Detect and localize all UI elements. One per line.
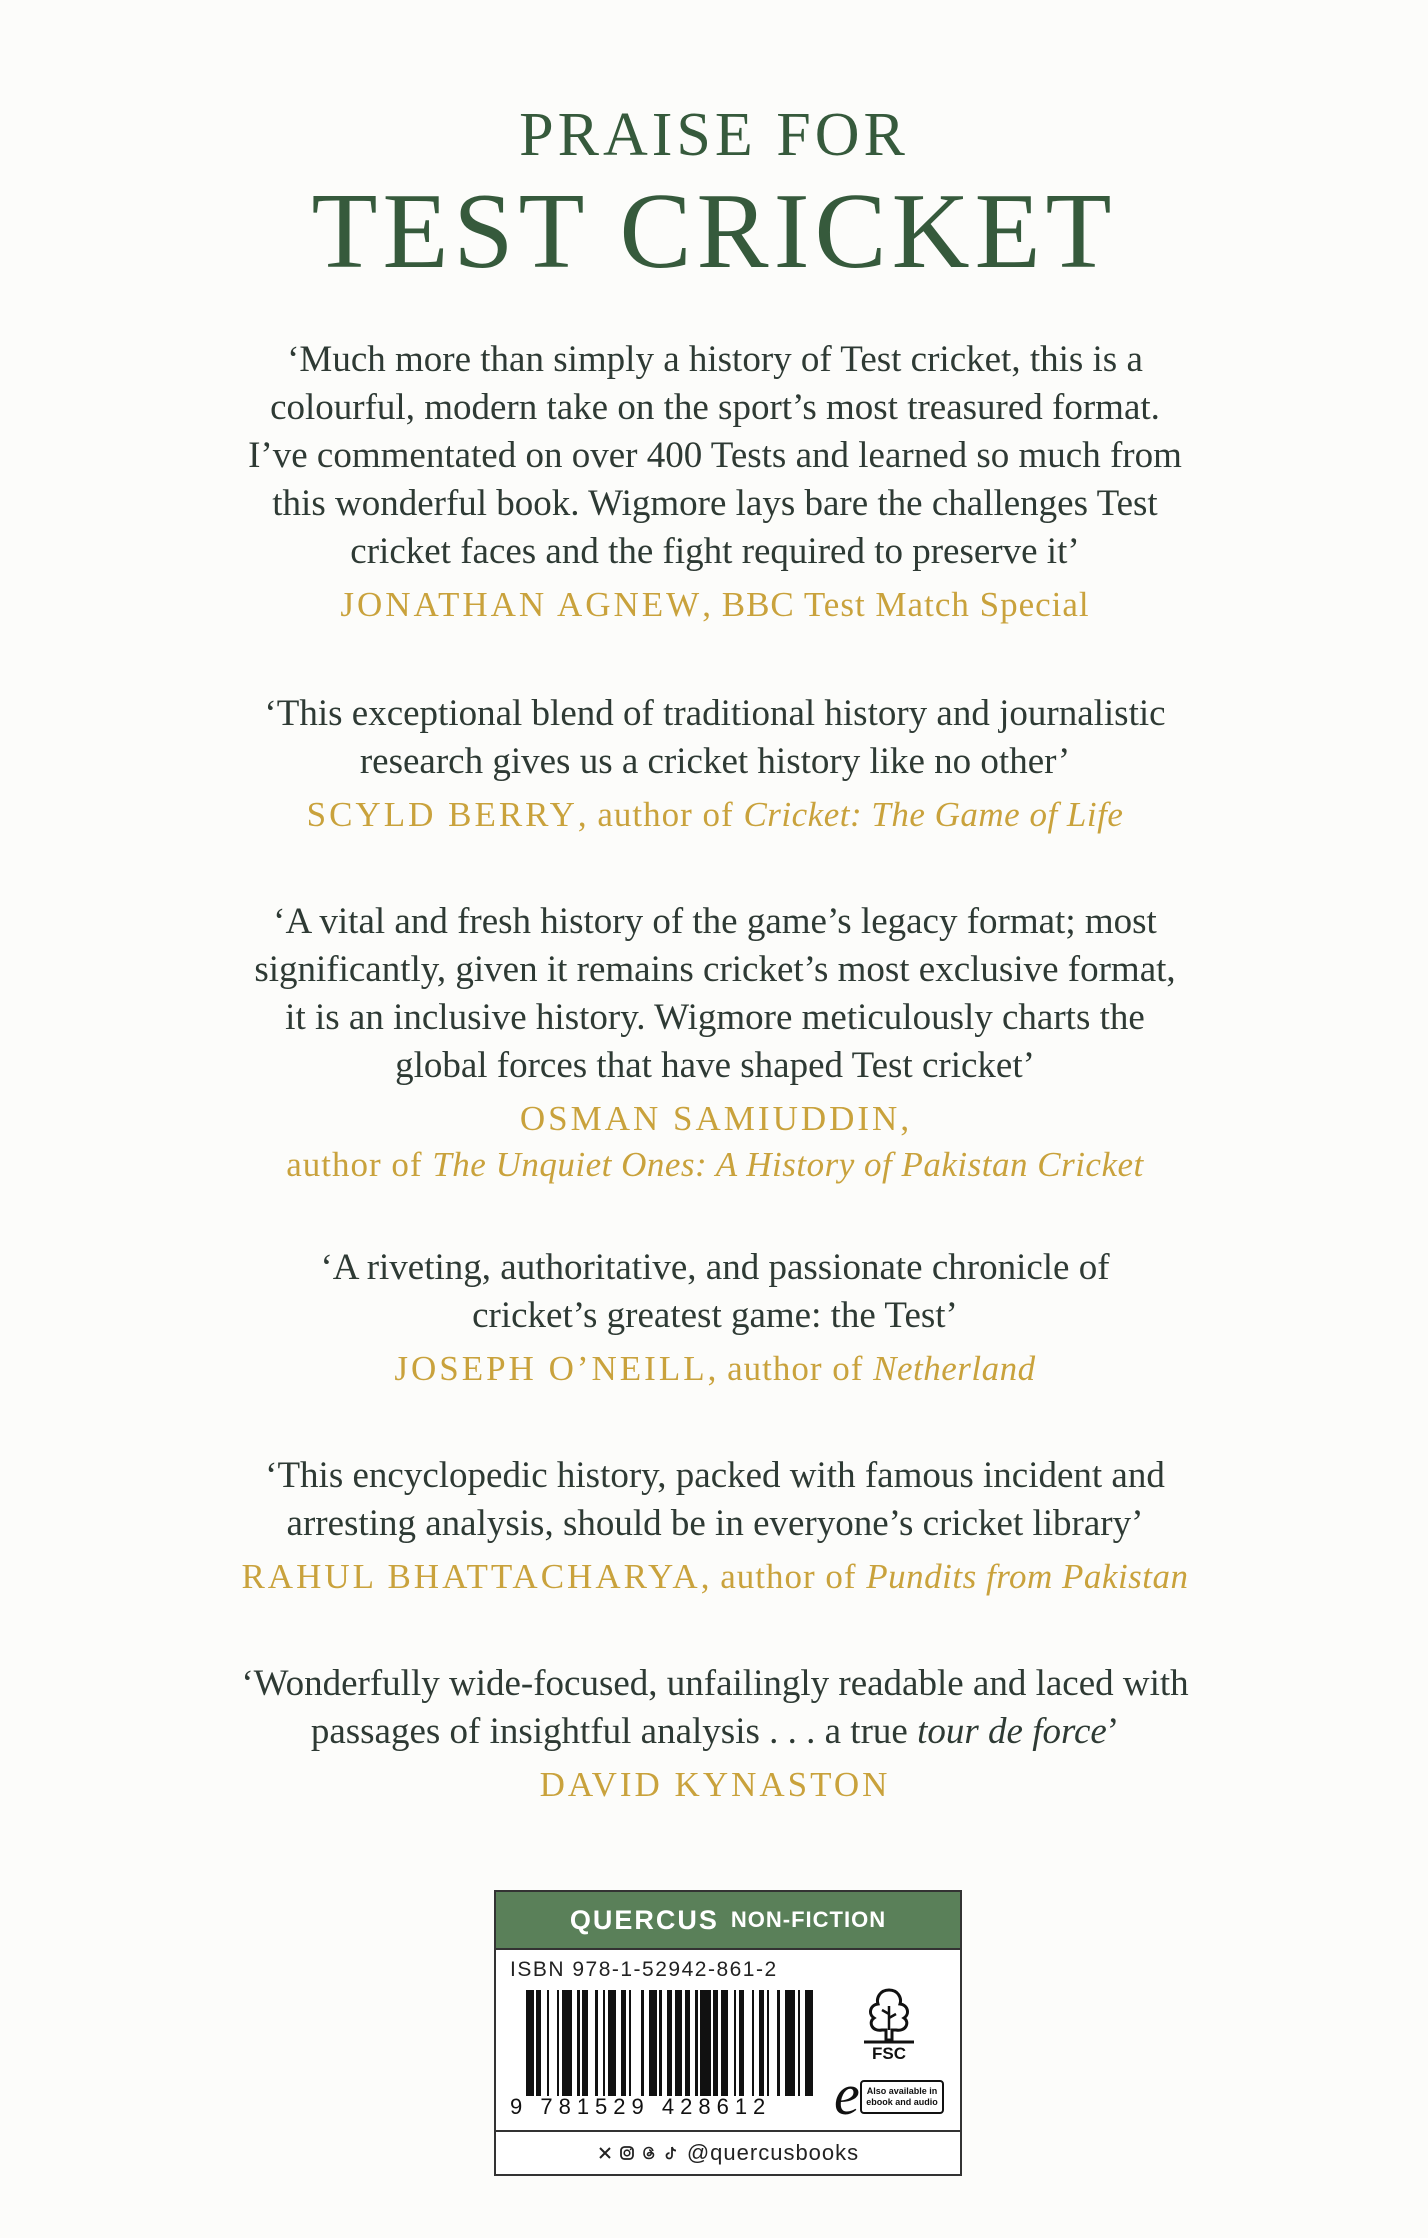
heading-book-title: TEST CRICKET (311, 172, 1117, 291)
quote-attribution: OSMAN SAMIUDDIN, author of The Unquiet Ones: A History of Pakistan Cricket (286, 1099, 1144, 1184)
publisher-genre: NON-FICTION (730, 1907, 887, 1932)
social-handle: @quercusbooks (686, 2140, 860, 2165)
barcode-bar (608, 1990, 616, 2096)
barcode-gap (588, 1990, 596, 2096)
tiktok-icon (663, 2145, 679, 2161)
instagram-icon (619, 2145, 635, 2161)
quote-text: ‘Wonderfully wide-focused, unfailingly readable and laced with passages of insightful analysis . . . a true tour de force’ (241, 1663, 1189, 1752)
barcode-bar (785, 1990, 795, 2096)
quote-attribution: DAVID KYNASTON (539, 1765, 891, 1804)
quote-block-6 (180, 1660, 1250, 1808)
quote-text: ‘Much more than simply a history of Test cricket, this is a colourful, modern take on the sport’s most treasured format. I’ve commentated on over 400 Tests and learned so much from this wonderful book. Wigmore lays bare the challenges Test cricket faces and the fight required to preserve it’ (248, 339, 1182, 572)
barcode-icon (526, 1990, 816, 2096)
ebook-text: Also available in ebook and audio (860, 2080, 944, 2114)
barcode-bar (526, 1990, 534, 2096)
barcode-gap (631, 1990, 641, 2096)
quote-block-3 (180, 898, 1250, 1188)
barcode-bar (675, 1990, 683, 2096)
barcode-bar (562, 1990, 572, 2096)
barcode-bar (721, 1990, 729, 2096)
barcode-gap (769, 1990, 777, 2096)
fsc-label: FSC (872, 2044, 906, 2063)
barcode-gap (744, 1990, 752, 2096)
ebook-e-icon: e (834, 2062, 860, 2127)
social-row (496, 2130, 960, 2174)
fsc-tree-icon (844, 1984, 934, 2044)
quote-attribution: JOSEPH O’NEILL, author of Netherland (394, 1349, 1036, 1388)
barcode-gap (813, 1990, 816, 2096)
barcode-bar (700, 1990, 710, 2096)
publisher-panel (494, 1890, 962, 2176)
barcode-bar (805, 1990, 813, 2096)
quote-block-2 (180, 690, 1250, 838)
barcode-digits: 9 781529 428612 (510, 2094, 772, 2119)
x-icon (597, 2145, 613, 2161)
barcode-bar (649, 1990, 657, 2096)
threads-icon (641, 2145, 657, 2161)
quote-text: ‘A vital and fresh history of the game’s legacy format; most significantly, given it remains cricket’s most exclusive format, it is an inclusive history. Wigmore meticulously charts the global forces that have shaped Test cricket’ (254, 901, 1176, 1086)
heading-praise-for: PRAISE FOR (519, 101, 909, 169)
isbn-number: ISBN 978-1-52942-861-2 (510, 1958, 778, 1981)
publisher-header (496, 1892, 960, 1950)
fsc-logo (844, 1984, 934, 2066)
quote-block-1 (180, 336, 1250, 628)
quote-block-5 (180, 1452, 1250, 1600)
barcode-gap (549, 1990, 557, 2096)
quote-attribution: SCYLD BERRY, author of Cricket: The Game of Life (306, 795, 1124, 834)
publisher-brand: QUERCUS (569, 1904, 719, 1935)
quote-block-4 (180, 1244, 1250, 1392)
quote-text: ‘This encyclopedic history, packed with famous incident and arresting analysis, should be in everyone’s cricket library’ (265, 1455, 1165, 1544)
quote-attribution: RAHUL BHATTACHARYA, author of Pundits from Pakistan (241, 1557, 1189, 1596)
ebook-badge (830, 2062, 948, 2127)
quote-text: ‘This exceptional blend of traditional history and journalistic research gives us a cricket history like no other’ (264, 693, 1166, 782)
quote-text: ‘A riveting, authoritative, and passionate chronicle of cricket’s greatest game: the Test’ (320, 1247, 1110, 1336)
social-icons (597, 2145, 679, 2161)
quote-attribution: JONATHAN AGNEW, BBC Test Match Special (340, 585, 1090, 624)
